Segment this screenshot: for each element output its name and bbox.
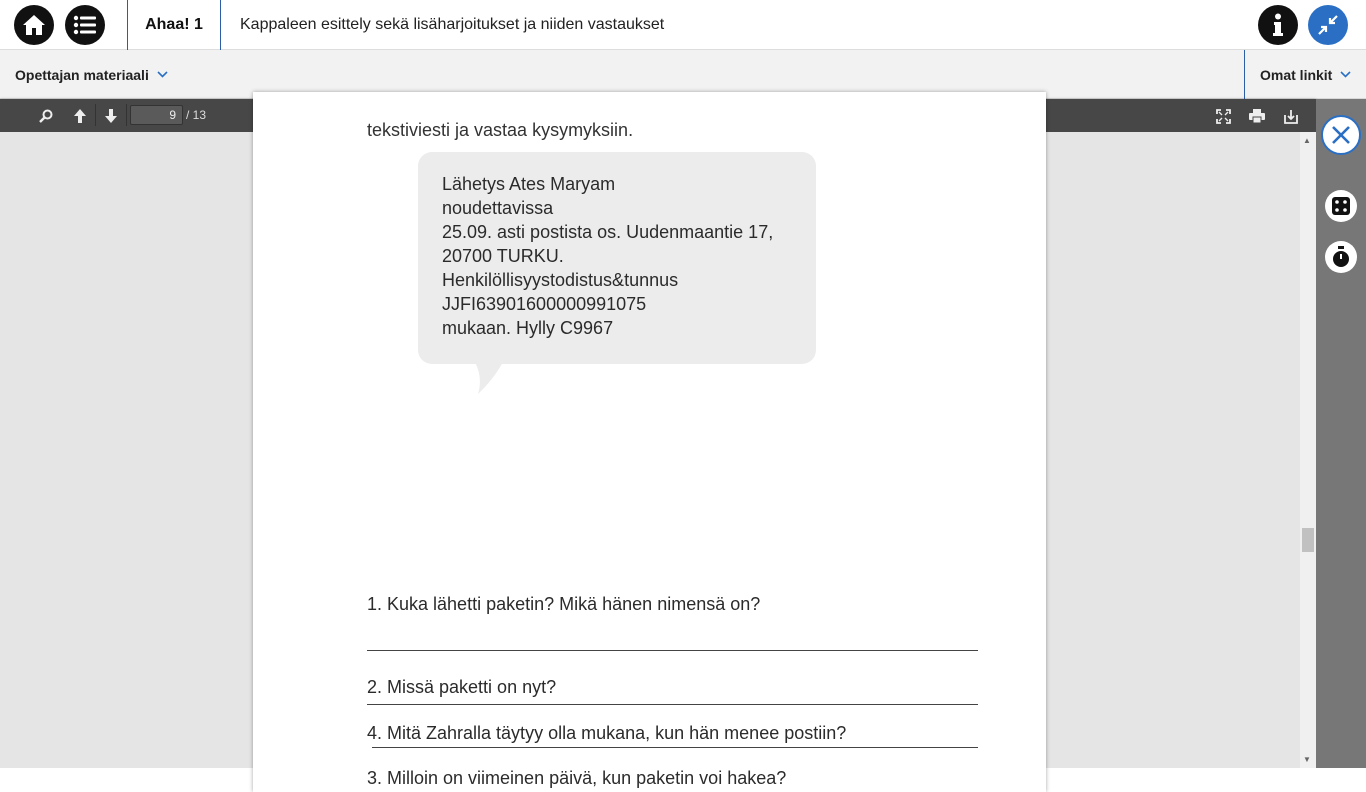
arrow-up-icon xyxy=(73,108,87,124)
home-button[interactable] xyxy=(14,5,54,45)
text-message-bubble xyxy=(418,152,816,364)
print-button[interactable] xyxy=(1246,105,1268,127)
arrow-down-icon xyxy=(104,108,118,124)
chevron-down-icon xyxy=(1340,71,1351,78)
dice-button[interactable] xyxy=(1325,190,1357,222)
toolbar-separator xyxy=(126,104,127,126)
message-line: 20700 TURKU. xyxy=(442,246,564,266)
scroll-down-icon[interactable]: ▼ xyxy=(1303,755,1311,764)
speech-bubble-tail xyxy=(475,362,505,396)
answer-line xyxy=(367,704,978,705)
fullscreen-icon xyxy=(1216,109,1231,124)
dice-icon xyxy=(1331,196,1351,216)
question-4: 4. Mitä Zahralla täytyy olla mukana, kun hän menee postiin? xyxy=(367,723,847,743)
teacher-materials-dropdown[interactable] xyxy=(15,50,168,99)
answer-line xyxy=(367,650,978,651)
question-2: 2. Missä paketti on nyt? xyxy=(367,677,557,697)
page-number-input[interactable]: 9 xyxy=(130,105,183,125)
search-icon xyxy=(39,109,53,123)
pdf-page xyxy=(253,92,1046,792)
menu-button[interactable] xyxy=(65,5,105,45)
print-icon xyxy=(1249,109,1265,123)
own-links-dropdown[interactable] xyxy=(1244,50,1366,99)
info-button[interactable] xyxy=(1258,5,1298,45)
download-button[interactable] xyxy=(1280,105,1302,127)
chevron-down-icon xyxy=(157,71,168,78)
message-line: noudettavissa xyxy=(442,198,554,218)
vertical-scrollbar[interactable] xyxy=(1300,132,1316,768)
toolbar-separator xyxy=(95,104,96,126)
message-line: Henkilöllisyystodistus&tunnus xyxy=(442,270,679,290)
timer-button[interactable] xyxy=(1325,241,1357,273)
message-line: mukaan. Hylly C9967 xyxy=(442,318,614,338)
teacher-materials-label: Opettajan materiaali xyxy=(15,66,149,83)
page-count: / 13 xyxy=(186,108,207,122)
fullscreen-button[interactable] xyxy=(1212,105,1234,127)
pdf-viewer[interactable] xyxy=(0,120,1300,788)
home-icon xyxy=(22,14,46,36)
previous-text-line: tekstiviesti ja vastaa kysymyksiin. xyxy=(367,120,634,140)
download-icon xyxy=(1284,109,1298,124)
info-icon xyxy=(1272,13,1284,37)
close-icon xyxy=(1331,125,1351,145)
chapter-title: Kappaleen esittely sekä lisäharjoitukset ja niiden vastaukset xyxy=(240,16,665,33)
message-line: JJFI63901600000991075 xyxy=(442,294,647,314)
question-1: 1. Kuka lähetti paketin? Mikä hänen nimensä on? xyxy=(367,594,761,614)
search-button[interactable] xyxy=(35,105,57,127)
answer-line xyxy=(372,747,978,748)
previous-page-button[interactable] xyxy=(69,105,91,127)
book-title[interactable]: Ahaa! 1 xyxy=(127,0,221,50)
own-links-label: Omat linkit xyxy=(1260,66,1333,83)
question-3: 3. Milloin on viimeinen päivä, kun paketin voi hakea? xyxy=(367,768,787,788)
next-page-button[interactable] xyxy=(100,105,122,127)
shrink-button[interactable] xyxy=(1308,5,1348,45)
top-header xyxy=(0,0,1366,50)
stopwatch-icon xyxy=(1331,246,1351,268)
close-button[interactable] xyxy=(1321,115,1361,155)
list-icon xyxy=(73,15,97,35)
compress-icon xyxy=(1317,14,1339,36)
scroll-thumb[interactable] xyxy=(1302,528,1314,552)
scroll-up-icon[interactable]: ▲ xyxy=(1303,136,1311,145)
message-line: 25.09. asti postista os. Uudenmaantie 17, xyxy=(442,222,774,242)
side-tool-panel xyxy=(1316,99,1366,768)
message-line: Lähetys Ates Maryam xyxy=(442,174,616,194)
